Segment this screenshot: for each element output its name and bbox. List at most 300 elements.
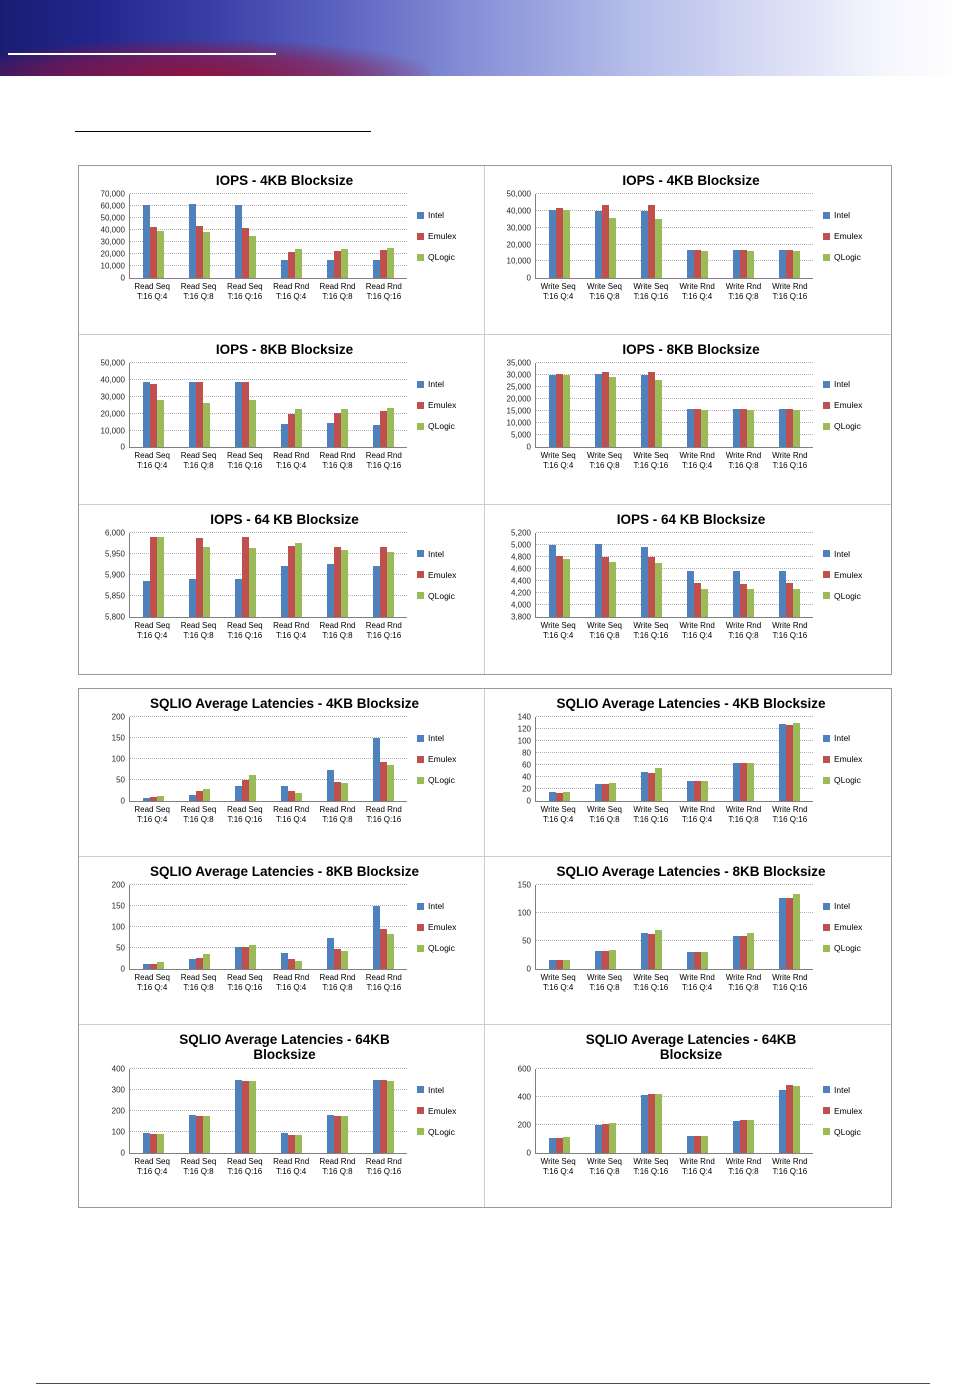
legend-label: Intel (428, 901, 445, 912)
bar-emulex (602, 951, 609, 969)
bar-emulex (602, 1124, 609, 1153)
x-tick-label: Read Rnd T:16 Q:4 (273, 282, 310, 302)
bar-intel (641, 1095, 648, 1152)
bar-qlogic (203, 232, 210, 278)
bar-group (222, 533, 268, 617)
bar-qlogic (563, 1137, 570, 1152)
x-axis (129, 451, 407, 471)
x-tick-label: Write Seq T:16 Q:16 (633, 805, 669, 825)
bar-intel (779, 409, 786, 447)
bar-groups (130, 717, 407, 801)
bar-qlogic (387, 248, 394, 279)
bar-intel (281, 424, 288, 448)
bar-emulex (288, 252, 295, 278)
plot-area (129, 885, 407, 970)
y-tick-label: 150 (111, 901, 125, 911)
x-tick-label: Write Seq T:16 Q:8 (587, 620, 622, 640)
bar-emulex (242, 780, 249, 801)
bar-group (582, 885, 628, 969)
y-tick-label: 50,000 (100, 213, 125, 223)
bar-intel (595, 374, 602, 447)
bar-intel (687, 409, 694, 447)
bar-group (767, 717, 813, 801)
legend-label: Emulex (834, 400, 863, 411)
legend-label: Emulex (428, 569, 457, 580)
legend-swatch-qlogic (823, 254, 830, 261)
chart-latency-4kb-write (485, 689, 891, 857)
bar-intel (641, 772, 648, 801)
x-tick-label: Write Seq T:16 Q:4 (540, 620, 576, 640)
legend-swatch-intel (823, 735, 830, 742)
y-tick-label: 30,000 (100, 392, 125, 402)
x-tick-label: Read Seq T:16 Q:4 (134, 973, 170, 993)
bar-qlogic (655, 768, 662, 802)
y-axis (491, 189, 535, 283)
bar-group (130, 363, 176, 447)
bar-qlogic (341, 1116, 348, 1152)
x-tick-label: Write Rnd T:16 Q:16 (772, 805, 808, 825)
chart-iops-4kb-read (79, 166, 485, 335)
bar-groups (130, 885, 407, 969)
bar-intel (189, 795, 196, 801)
chart-body (85, 189, 484, 302)
legend-item-qlogic (823, 252, 862, 262)
bar-intel (235, 579, 242, 617)
bar-emulex (648, 934, 655, 969)
bar-emulex (380, 411, 387, 447)
bar-emulex (150, 537, 157, 617)
legend-label: QLogic (834, 252, 861, 263)
bar-qlogic (793, 894, 800, 970)
legend-swatch-qlogic (823, 592, 830, 599)
header-banner (0, 0, 966, 76)
bar-qlogic (249, 548, 256, 616)
bar-emulex (648, 372, 655, 448)
legend-swatch-intel (823, 381, 830, 388)
bar-group (675, 363, 721, 447)
legend-item-emulex (823, 754, 862, 764)
bar-intel (779, 898, 786, 970)
bar-qlogic (387, 1081, 394, 1152)
chart-title: SQLIO Average Latencies - 64KB Blocksize (585, 1032, 797, 1063)
bar-emulex (196, 1116, 203, 1152)
plot-area-wrap (535, 363, 813, 471)
bar-groups (536, 533, 813, 617)
plot-area (129, 363, 407, 448)
x-tick-label: Read Rnd T:16 Q:4 (273, 973, 310, 993)
bar-intel (373, 1080, 380, 1153)
bar-qlogic (609, 377, 616, 448)
x-tick-label: Write Seq T:16 Q:8 (587, 451, 622, 471)
legend-swatch-qlogic (823, 1128, 830, 1135)
chart-title: IOPS - 64 KB Blocksize (210, 511, 359, 527)
bar-group (536, 885, 582, 969)
bar-emulex (556, 208, 563, 279)
bar-emulex (740, 763, 747, 801)
bar-qlogic (157, 231, 164, 278)
bar-groups (130, 1069, 407, 1153)
bar-qlogic (157, 1134, 164, 1153)
bar-groups (536, 717, 813, 801)
y-tick-label: 5,000 (510, 430, 531, 440)
y-tick-label: 400 (111, 1064, 125, 1074)
bar-emulex (288, 959, 295, 970)
bar-group (721, 194, 767, 278)
x-tick-label: Read Rnd T:16 Q:8 (319, 282, 356, 302)
plot-area (535, 533, 813, 618)
bar-group (315, 194, 361, 278)
bar-intel (733, 250, 740, 278)
legend (407, 1069, 456, 1153)
x-axis (129, 282, 407, 302)
x-tick-label: Write Seq T:16 Q:4 (540, 1156, 576, 1176)
bar-emulex (334, 251, 341, 279)
bar-group (315, 717, 361, 801)
bar-emulex (556, 556, 563, 617)
bar-intel (595, 784, 602, 801)
footer-rule (36, 1383, 930, 1384)
y-tick-label: 0 (120, 1148, 125, 1158)
x-tick-label: Write Seq T:16 Q:8 (587, 282, 622, 302)
y-tick-label: 200 (517, 1120, 531, 1130)
bar-group (176, 885, 222, 969)
bar-group (130, 885, 176, 969)
bar-emulex (786, 250, 793, 278)
chart-latency-64kb-write (485, 1025, 891, 1207)
plot-area-wrap (129, 717, 407, 825)
chart-iops-64kb-write (485, 505, 891, 674)
x-tick-label: Write Rnd T:16 Q:4 (679, 282, 715, 302)
x-tick-label: Read Seq T:16 Q:8 (180, 973, 217, 993)
bar-qlogic (655, 930, 662, 969)
bar-emulex (648, 1094, 655, 1153)
legend-swatch-qlogic (417, 1128, 424, 1135)
chart-title: SQLIO Average Latencies - 4KB Blocksize (556, 696, 826, 711)
bar-group (628, 885, 674, 969)
bar-group (628, 194, 674, 278)
legend-item-intel (417, 901, 456, 911)
x-tick-label: Write Rnd T:16 Q:8 (725, 1156, 762, 1176)
bar-intel (687, 781, 694, 801)
y-tick-label: 0 (526, 273, 531, 283)
legend-swatch-qlogic (417, 777, 424, 784)
legend-swatch-emulex (823, 924, 830, 931)
bar-qlogic (609, 1123, 616, 1152)
bar-group (361, 1069, 407, 1153)
chart-body (85, 528, 484, 641)
bar-intel (549, 375, 556, 447)
legend-item-emulex (417, 570, 456, 580)
bar-group (361, 885, 407, 969)
chart-body (491, 528, 891, 641)
y-axis (491, 880, 535, 974)
bar-emulex (380, 762, 387, 801)
legend (407, 717, 456, 801)
bar-group (130, 533, 176, 617)
bar-emulex (694, 952, 701, 969)
x-tick-label: Write Seq T:16 Q:16 (633, 620, 669, 640)
x-tick-label: Write Seq T:16 Q:4 (540, 451, 576, 471)
x-tick-label: Write Seq T:16 Q:16 (633, 282, 669, 302)
bar-emulex (740, 584, 747, 617)
bar-emulex (556, 1138, 563, 1153)
bar-group (675, 885, 721, 969)
plot-area-wrap (129, 194, 407, 302)
x-tick-label: Write Seq T:16 Q:8 (587, 973, 622, 993)
bar-emulex (334, 413, 341, 447)
bar-intel (281, 786, 288, 802)
bar-group (269, 1069, 315, 1153)
y-tick-label: 50 (116, 775, 125, 785)
y-tick-label: 5,850 (104, 591, 125, 601)
bar-emulex (196, 538, 203, 617)
legend-label: Intel (834, 379, 851, 390)
bar-qlogic (747, 933, 754, 969)
bar-qlogic (655, 380, 662, 447)
bar-emulex (196, 958, 203, 969)
bar-intel (779, 724, 786, 801)
bar-groups (536, 1069, 813, 1153)
bar-group (176, 1069, 222, 1153)
bar-intel (327, 770, 334, 802)
bar-intel (641, 933, 648, 969)
legend-swatch-qlogic (417, 945, 424, 952)
chart-body (85, 1064, 484, 1177)
legend-label: Emulex (834, 1105, 863, 1116)
plot-area-wrap (535, 1069, 813, 1177)
plot-area-wrap (535, 885, 813, 993)
bar-emulex (648, 773, 655, 801)
y-tick-label: 5,900 (104, 570, 125, 580)
bar-intel (373, 738, 380, 801)
chart-latency-8kb-write (485, 857, 891, 1025)
bar-intel (373, 566, 380, 616)
chart-title: IOPS - 8KB Blocksize (215, 342, 354, 358)
bar-qlogic (609, 218, 616, 278)
legend-swatch-emulex (417, 756, 424, 763)
latency-charts-panel (78, 688, 892, 1208)
bar-group (721, 1069, 767, 1153)
bar-intel (143, 581, 150, 617)
legend-swatch-intel (417, 212, 424, 219)
bar-intel (189, 382, 196, 448)
y-tick-label: 600 (517, 1064, 531, 1074)
x-axis (535, 1157, 813, 1177)
x-tick-label: Read Rnd T:16 Q:4 (273, 805, 310, 825)
bar-group (536, 533, 582, 617)
legend-swatch-intel (823, 212, 830, 219)
iops-charts-panel (78, 165, 892, 675)
legend-swatch-emulex (417, 402, 424, 409)
legend-item-qlogic (417, 775, 456, 785)
legend (813, 533, 862, 617)
x-tick-label: Read Rnd T:16 Q:4 (273, 451, 310, 471)
legend-item-emulex (823, 400, 862, 410)
x-tick-label: Write Seq T:16 Q:16 (633, 1156, 669, 1176)
legend-item-qlogic (823, 1127, 862, 1137)
bar-qlogic (701, 251, 708, 278)
bar-intel (373, 260, 380, 279)
legend-label: Emulex (428, 400, 457, 411)
bar-group (628, 1069, 674, 1153)
legend-item-qlogic (823, 591, 862, 601)
bar-emulex (694, 250, 701, 278)
bar-group (675, 1069, 721, 1153)
bar-group (536, 194, 582, 278)
bar-emulex (242, 1081, 249, 1153)
chart-iops-64kb-read (79, 505, 485, 674)
bar-group (582, 1069, 628, 1153)
legend-swatch-intel (417, 903, 424, 910)
bar-emulex (288, 791, 295, 802)
legend-swatch-intel (823, 1086, 830, 1093)
bar-intel (687, 952, 694, 969)
plot-area-wrap (129, 533, 407, 641)
x-tick-label: Read Seq T:16 Q:8 (180, 620, 217, 640)
bar-group (767, 363, 813, 447)
x-tick-label: Read Seq T:16 Q:16 (227, 805, 263, 825)
legend (813, 194, 862, 278)
bar-group (176, 717, 222, 801)
bar-qlogic (203, 547, 210, 616)
bar-intel (235, 786, 242, 801)
bar-intel (281, 260, 288, 278)
y-tick-label: 10,000 (506, 256, 531, 266)
bar-emulex (150, 227, 157, 278)
bar-intel (143, 964, 150, 969)
bar-qlogic (387, 408, 394, 447)
legend-label: QLogic (834, 1126, 861, 1137)
legend-label: QLogic (428, 775, 455, 786)
bar-emulex (288, 414, 295, 448)
y-tick-label: 20,000 (100, 249, 125, 259)
bar-emulex (288, 546, 295, 617)
legend-label: Intel (834, 901, 851, 912)
plot-area (535, 885, 813, 970)
bar-qlogic (387, 765, 394, 801)
bar-qlogic (701, 952, 708, 969)
bar-intel (595, 951, 602, 969)
y-tick-label: 80 (522, 748, 531, 758)
bar-group (675, 194, 721, 278)
y-tick-label: 0 (526, 1148, 531, 1158)
y-tick-label: 100 (111, 922, 125, 932)
bar-intel (189, 1115, 196, 1152)
y-tick-label: 6,000 (104, 528, 125, 538)
legend-swatch-emulex (823, 1107, 830, 1114)
bar-qlogic (655, 219, 662, 278)
bar-qlogic (701, 1136, 708, 1153)
chart-body (491, 358, 891, 471)
x-axis (535, 451, 813, 471)
legend-item-emulex (823, 231, 862, 241)
bar-emulex (786, 409, 793, 447)
bar-group (222, 194, 268, 278)
bar-qlogic (563, 375, 570, 447)
x-tick-label: Read Seq T:16 Q:16 (227, 620, 263, 640)
y-tick-label: 0 (526, 796, 531, 806)
plot-area (129, 194, 407, 279)
bar-intel (327, 938, 334, 970)
chart-iops-8kb-read (79, 335, 485, 504)
bar-qlogic (203, 403, 210, 448)
y-tick-label: 100 (517, 736, 531, 746)
bar-intel (687, 250, 694, 278)
legend-swatch-emulex (417, 1107, 424, 1114)
legend-item-qlogic (417, 943, 456, 953)
bar-qlogic (793, 410, 800, 448)
bar-emulex (380, 250, 387, 278)
bar-group (767, 1069, 813, 1153)
y-axis (85, 189, 129, 283)
chart-body (85, 880, 484, 993)
x-tick-label: Read Seq T:16 Q:4 (134, 620, 170, 640)
y-tick-label: 60 (522, 760, 531, 770)
bar-qlogic (249, 236, 256, 278)
chart-title: SQLIO Average Latencies - 8KB Blocksize (556, 864, 826, 880)
bar-qlogic (295, 793, 302, 801)
legend-swatch-emulex (823, 402, 830, 409)
bar-emulex (556, 374, 563, 447)
bar-emulex (380, 1080, 387, 1152)
bar-qlogic (563, 559, 570, 617)
bar-qlogic (157, 962, 164, 969)
x-axis (129, 1157, 407, 1177)
legend-item-qlogic (417, 591, 456, 601)
bar-group (675, 717, 721, 801)
bar-qlogic (295, 1135, 302, 1153)
legend-label: Emulex (428, 1105, 457, 1116)
bar-intel (549, 1138, 556, 1153)
x-axis (535, 282, 813, 302)
x-tick-label: Read Seq T:16 Q:8 (180, 1156, 217, 1176)
y-tick-label: 20,000 (100, 409, 125, 419)
legend-swatch-intel (417, 550, 424, 557)
bar-intel (641, 211, 648, 278)
legend-swatch-intel (823, 550, 830, 557)
bar-group (628, 717, 674, 801)
x-axis (535, 621, 813, 641)
bar-emulex (556, 793, 563, 801)
bar-emulex (602, 784, 609, 801)
plot-area (129, 1069, 407, 1154)
x-tick-label: Read Seq T:16 Q:16 (227, 973, 263, 993)
legend-item-emulex (417, 400, 456, 410)
y-tick-label: 5,950 (104, 549, 125, 559)
x-tick-label: Write Rnd T:16 Q:8 (725, 620, 762, 640)
bar-qlogic (701, 410, 708, 447)
bar-qlogic (793, 723, 800, 802)
y-tick-label: 40,000 (506, 206, 531, 216)
bar-emulex (242, 228, 249, 278)
bar-emulex (196, 226, 203, 278)
bar-group (269, 194, 315, 278)
x-tick-label: Read Seq T:16 Q:4 (134, 282, 170, 302)
x-tick-label: Write Rnd T:16 Q:8 (725, 805, 762, 825)
legend-swatch-qlogic (417, 592, 424, 599)
bar-group (628, 533, 674, 617)
legend-label: QLogic (428, 421, 455, 432)
bar-qlogic (563, 792, 570, 801)
bar-group (130, 1069, 176, 1153)
y-tick-label: 15,000 (506, 406, 531, 416)
bar-intel (641, 547, 648, 617)
legend-item-intel (823, 549, 862, 559)
x-tick-label: Read Seq T:16 Q:4 (134, 1156, 170, 1176)
chart-title: IOPS - 4KB Blocksize (622, 173, 760, 188)
header-banner-underline (8, 53, 276, 55)
bar-intel (549, 210, 556, 278)
